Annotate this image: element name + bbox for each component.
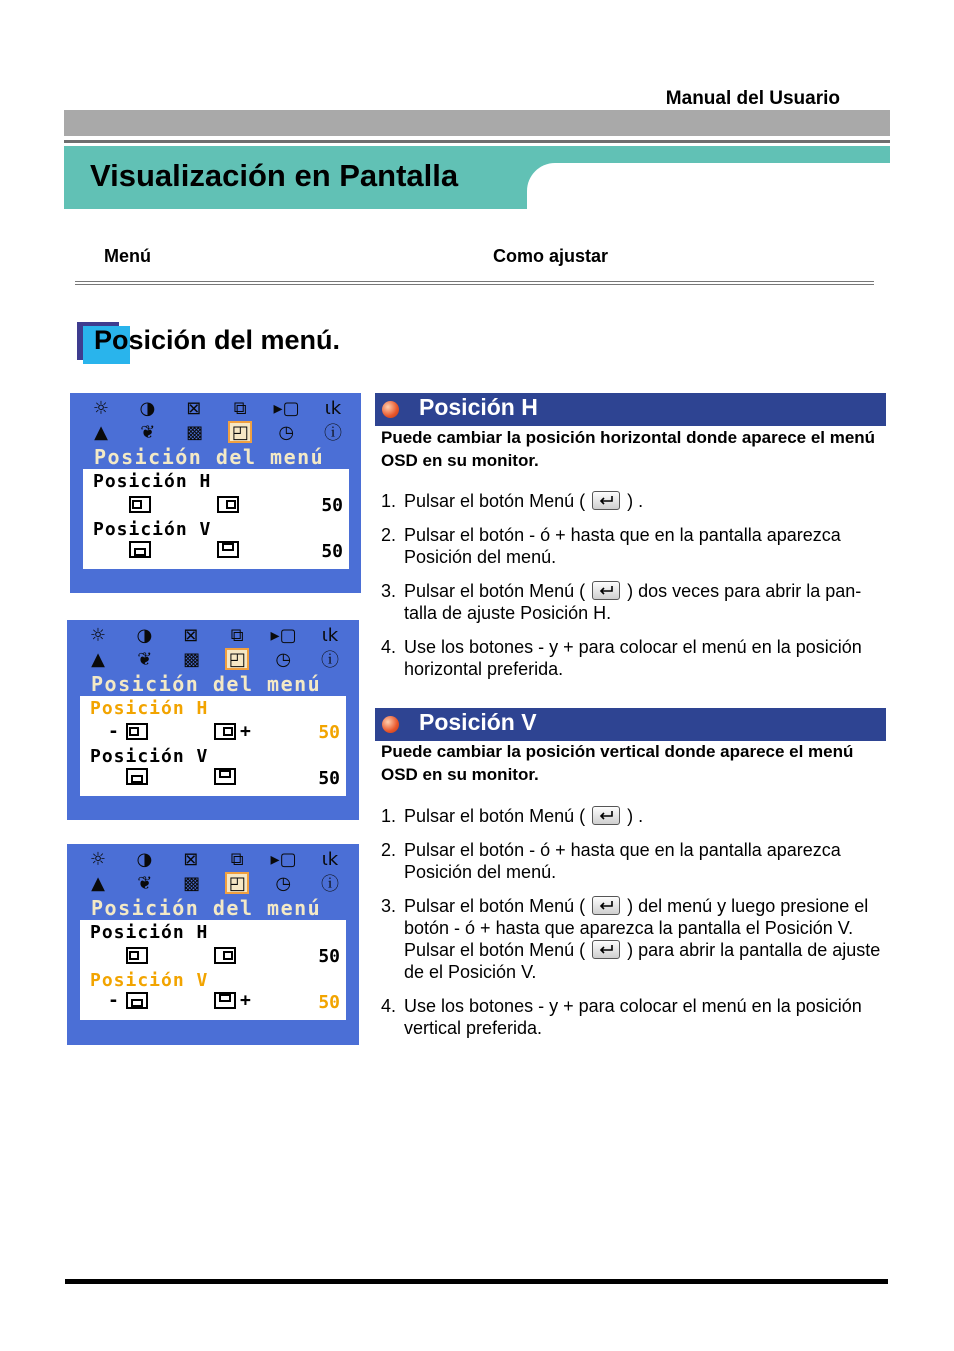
window-icon: ⧉ <box>233 397 247 419</box>
bullet-icon <box>382 716 399 733</box>
position-up-icon <box>217 541 239 558</box>
step-text: ) . <box>627 491 644 511</box>
osd-screen-v-adjust <box>67 844 359 1045</box>
osd-minus: - <box>108 721 119 742</box>
temperature-icon: ɩk <box>324 397 342 419</box>
position-left-icon <box>126 947 148 964</box>
contrast-icon: ◑ <box>136 624 153 646</box>
footer-divider <box>65 1279 888 1284</box>
osd-icon-grid <box>88 397 346 445</box>
list-item <box>381 805 886 827</box>
step-text: Pulsar el botón Menú ( <box>404 806 586 826</box>
position-down-icon <box>126 992 148 1009</box>
osd-value-h: 50 <box>318 946 340 967</box>
position-right-icon <box>217 496 239 513</box>
color-icon: ❦ <box>140 421 156 443</box>
subheading-pos-h-title: Posición H <box>419 394 538 420</box>
step-text: ) del menú y luego presione el botón - ó + hasta que aparezca la pantalla el Posición V. Pulsar el botón Menú ( <box>404 896 869 960</box>
osd-label-h-selected: Posición H <box>90 698 209 719</box>
moire-icon: ▩ <box>183 648 201 670</box>
menu-position-icon: ◰ <box>225 648 249 670</box>
osd-label-v: Posición V <box>93 519 212 540</box>
step-text: Pulsar el botón - ó + hasta que en la pantalla aparezca Posición del menú. <box>404 525 841 567</box>
osd-value-h-selected: 50 <box>318 722 340 743</box>
position-left-icon <box>129 496 151 513</box>
pos-h-steps <box>381 490 886 680</box>
title-band <box>64 146 890 209</box>
step-number: 2. <box>381 840 397 860</box>
position-down-icon <box>126 768 148 785</box>
info-icon: ⓘ <box>320 874 339 895</box>
menu-position-icon: ◰ <box>225 872 249 894</box>
osd-value-h: 50 <box>321 495 343 516</box>
step-text: Pulsar el botón - ó + hasta que en la pantalla aparezca Posición del menú. <box>404 840 841 882</box>
step-text: ) . <box>627 806 644 826</box>
list-item <box>381 490 886 512</box>
position-icon: ▸▢ <box>270 624 297 646</box>
osd-label-v: Posición V <box>90 746 209 767</box>
brightness-icon: ☼ <box>89 624 107 646</box>
title-band-tab <box>527 163 890 209</box>
osd-label-v-selected: Posición V <box>90 970 209 991</box>
step-text: Use los botones - y + para colocar el menú en la posición vertical preferida. <box>404 996 862 1038</box>
sharpness-icon: ▲ <box>91 872 105 894</box>
subheading-pos-v <box>375 708 886 741</box>
info-icon: ⓘ <box>320 650 339 671</box>
osd-panel <box>80 696 346 796</box>
section-title: Posición del menú. <box>94 325 341 355</box>
step-number: 3. <box>381 581 397 601</box>
step-number: 1. <box>381 491 397 511</box>
subheading-pos-h <box>375 393 886 426</box>
position-left-icon <box>126 723 148 740</box>
position-icon: ▸▢ <box>270 848 297 870</box>
position-up-icon <box>214 768 236 785</box>
temperature-icon: ɩk <box>321 848 339 870</box>
menu-enter-icon <box>592 806 620 825</box>
position-down-icon <box>129 541 151 558</box>
menu-enter-icon <box>592 896 620 915</box>
osd-plus: + <box>240 721 251 742</box>
sharpness-icon: ▲ <box>91 648 105 670</box>
section-heading <box>77 320 477 362</box>
position-up-icon <box>214 992 236 1009</box>
osd-value-v: 50 <box>321 541 343 562</box>
menu-enter-icon <box>592 491 620 510</box>
contrast-icon: ◑ <box>136 848 153 870</box>
osd-value-v-selected: 50 <box>318 992 340 1013</box>
window-icon: ⧉ <box>230 848 244 870</box>
color-icon: ❦ <box>137 872 153 894</box>
brightness-icon: ☼ <box>89 848 107 870</box>
pos-v-steps <box>381 805 886 1039</box>
step-text: ) dos veces para abrir la pantalla de ajuste Posición H. <box>404 581 862 623</box>
osd-panel <box>83 469 349 569</box>
step-text: Pulsar el botón Menú ( <box>404 581 586 601</box>
step-text: Pulsar el botón Menú ( <box>404 491 586 511</box>
moire-icon: ▩ <box>183 872 201 894</box>
contrast-icon: ◑ <box>139 397 156 419</box>
osd-icon-grid <box>85 624 343 672</box>
column-header-menu: Menú <box>104 246 151 266</box>
temperature-icon: ɩk <box>321 624 339 646</box>
sharpness-icon: ▲ <box>94 421 108 443</box>
step-text: Use los botones - y + para colocar el menú en la posición horizontal preferida. <box>404 637 862 679</box>
list-item <box>381 839 886 883</box>
step-number: 3. <box>381 896 397 916</box>
menu-position-icon: ◰ <box>228 421 252 443</box>
step-number: 2. <box>381 525 397 545</box>
osd-icon-grid <box>85 848 343 896</box>
step-number: 4. <box>381 637 397 657</box>
osd-value-v: 50 <box>318 768 340 789</box>
menu-enter-icon <box>592 581 620 600</box>
moire-icon: ▩ <box>186 421 204 443</box>
osd-panel <box>80 920 346 1020</box>
geometry-icon: ⊠ <box>186 397 202 419</box>
pos-h-description: Puede cambiar la posición horizontal donde aparece el menú OSD en su monitor. <box>381 428 876 470</box>
osd-title: Posición del menú <box>91 896 322 920</box>
osd-screen-h-adjust <box>67 620 359 820</box>
manual-label: Manual del Usuario <box>665 88 840 109</box>
osd-plus: + <box>240 990 251 1011</box>
osd-label-h: Posición H <box>90 922 209 943</box>
info-icon: ⓘ <box>323 423 342 444</box>
position-right-icon <box>214 947 236 964</box>
list-item <box>381 580 886 624</box>
clock-icon: ◷ <box>278 421 295 443</box>
menu-enter-icon <box>592 940 620 959</box>
window-icon: ⧉ <box>230 624 244 646</box>
geometry-icon: ⊠ <box>183 848 199 870</box>
bullet-icon <box>382 401 399 418</box>
osd-title: Posición del menú <box>94 445 325 469</box>
pos-v-description: Puede cambiar la posición vertical donde aparece el menú OSD en su monitor. <box>381 742 854 784</box>
osd-minus: - <box>108 990 119 1011</box>
osd-title: Posición del menú <box>91 672 322 696</box>
clock-icon: ◷ <box>275 872 292 894</box>
column-header-adjust: Como ajustar <box>493 246 609 266</box>
subheading-pos-v-title: Posición V <box>419 709 537 735</box>
step-number: 1. <box>381 806 397 826</box>
header-gray-bar <box>64 110 890 136</box>
position-right-icon <box>214 723 236 740</box>
list-item <box>381 995 886 1039</box>
page-title: Visualización en Pantalla <box>90 158 459 193</box>
osd-label-h: Posición H <box>93 471 212 492</box>
list-item <box>381 524 886 568</box>
position-icon: ▸▢ <box>273 397 300 419</box>
clock-icon: ◷ <box>275 648 292 670</box>
column-divider <box>75 281 874 282</box>
osd-screen-main <box>70 393 361 593</box>
header-divider <box>64 140 890 143</box>
step-text: ) para abrir la pantalla de ajuste de el Posición V. <box>404 940 881 982</box>
step-number: 4. <box>381 996 397 1016</box>
step-text: Pulsar el botón Menú ( <box>404 896 586 916</box>
brightness-icon: ☼ <box>92 397 110 419</box>
list-item <box>381 636 886 680</box>
list-item <box>381 895 886 983</box>
geometry-icon: ⊠ <box>183 624 199 646</box>
color-icon: ❦ <box>137 648 153 670</box>
